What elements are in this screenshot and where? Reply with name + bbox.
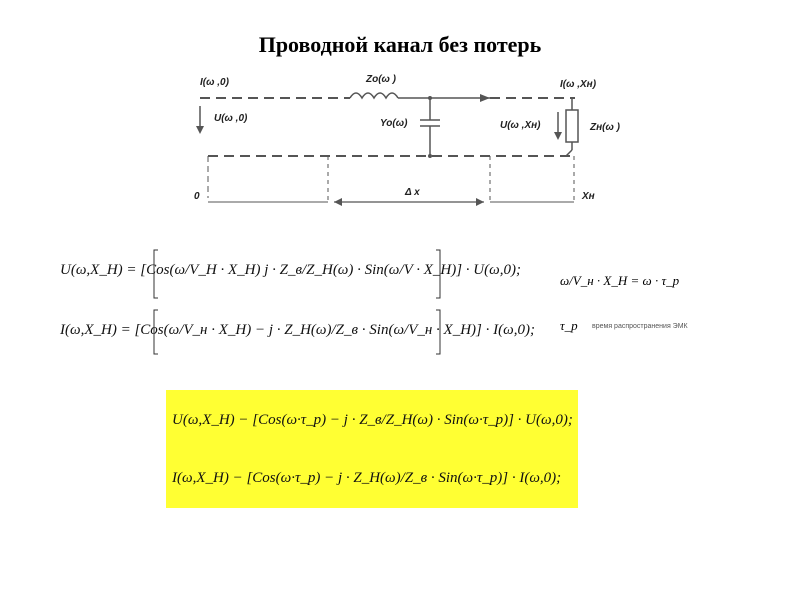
side-note: время распространения ЭМК [592,323,688,330]
equation-current: I(ω,X_H) = [Cos(ω/V_н · X_H) − j · Z_H(ω)/Z_в · Sin(ω/V_н · X_H)] · I(ω,0); [60,322,535,338]
equation-brackets [150,246,450,358]
slide-title: Проводной канал без потерь [258,32,542,57]
side-equation: ω/V_н · X_H = ω · τ_р [560,273,680,288]
label-z0: Zo(ω ) [366,74,396,85]
label-origin: 0 [194,191,200,202]
label-zn: Zн(ω ) [590,122,620,133]
label-dx: Δ x [405,187,420,198]
result-equation-current: I(ω,X_H) − [Cos(ω·τ_р) − j · Z_H(ω)/Z_в · Sin(ω·τ_р)] · I(ω,0); [172,470,562,486]
result-equation-voltage: U(ω,X_H) − [Cos(ω·τ_р) − j · Z_в/Z_H(ω) · Sin(ω·τ_р)] · U(ω,0); [172,412,573,428]
equation-voltage: U(ω,X_H) = [Cos(ω/V_H · X_H) j · Z_в/Z_H(ω) · Sin(ω/V · X_H)] · U(ω,0); [60,262,521,278]
side-tau: τ_р [560,318,578,333]
label-y0: Yo(ω) [380,118,408,129]
result-highlight-box [166,390,578,508]
label-u-in: U(ω ,0) [214,113,248,124]
label-i-in: I(ω ,0) [200,77,229,88]
label-u-out: U(ω ,Xн) [500,120,541,131]
label-xn: Xн [582,191,595,202]
label-i-out: I(ω ,Xн) [560,79,597,90]
